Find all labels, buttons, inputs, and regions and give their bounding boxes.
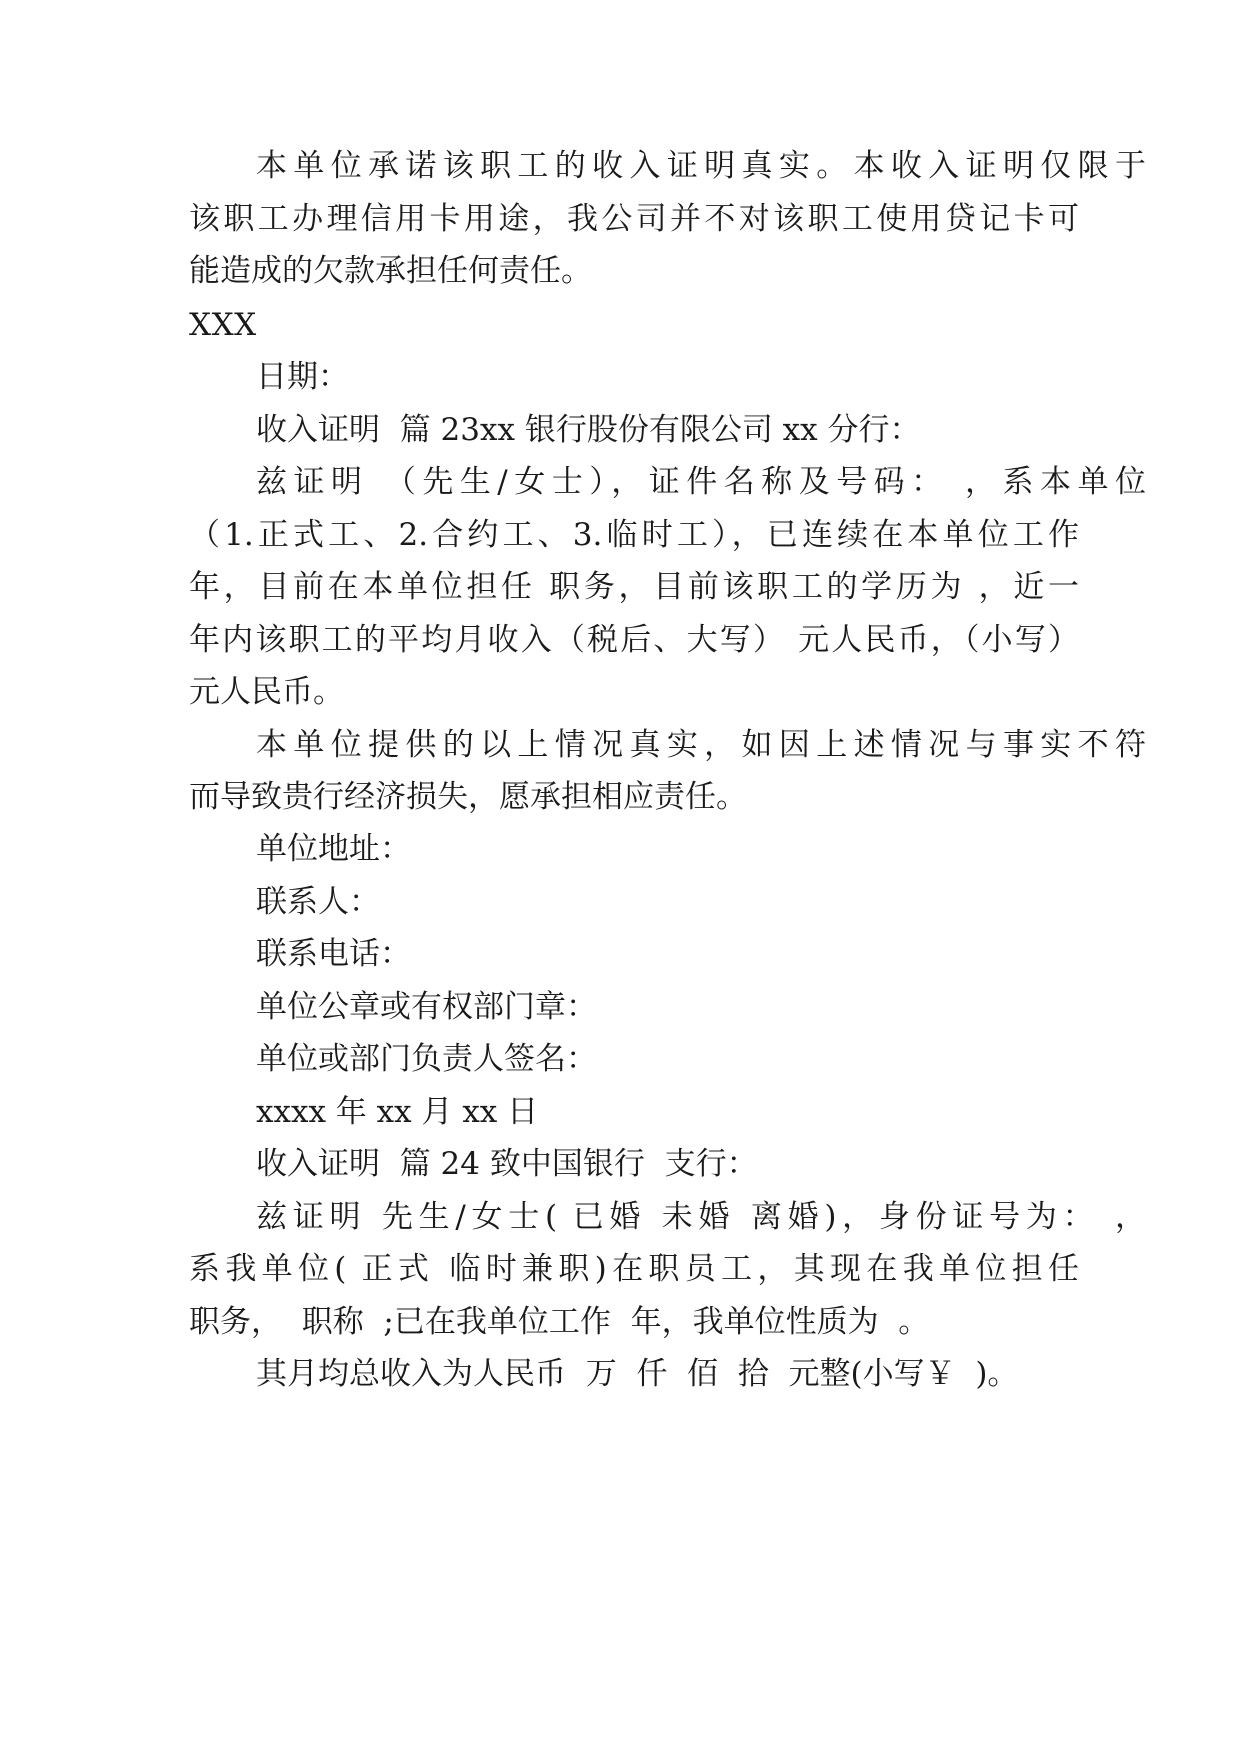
paragraph-line: 兹证明 （先生/女士），证件名称及号码： ，系本单位 — [256, 464, 1146, 500]
paragraph-line: 职务， 职称 ;已在我单位工作 年，我单位性质为 。 — [189, 1304, 930, 1340]
date-line: xxxx 年 xx 月 xx 日 — [256, 1094, 539, 1130]
paragraph-line: 其月均总收入为人民币 万 仟 佰 拾 元整(小写￥ )。 — [256, 1356, 1019, 1392]
signer-label: 单位或部门负责人签名： — [256, 1041, 597, 1077]
date-label: 日期： — [256, 359, 349, 395]
signature-placeholder: XXX — [189, 307, 257, 343]
address-label: 单位地址： — [256, 831, 411, 867]
paragraph-line: 本单位提供的以上情况真实，如因上述情况与事实不符 — [256, 727, 1146, 763]
paragraph-line: 本单位承诺该职工的收入证明真实。本收入证明仅限于 — [256, 148, 1146, 184]
paragraph-line: 该职工办理信用卡用途，我公司并不对该职工使用贷记卡可 — [189, 201, 1079, 237]
paragraph-line: 系我单位( 正式 临时兼职)在职员工，其现在我单位担任 — [189, 1251, 1079, 1287]
paragraph-line: 元人民币。 — [189, 674, 344, 710]
section-heading: 收入证明 篇 24 致中国银行 支行： — [256, 1146, 758, 1182]
paragraph-line: 兹证明 先生/女士( 已婚 未婚 离婚)，身份证号为： ， — [256, 1199, 1146, 1235]
paragraph-line: 而导致贵行经济损失，愿承担相应责任。 — [189, 779, 747, 815]
contact-label: 联系人： — [256, 884, 380, 920]
paragraph-line: 年内该职工的平均月收入（税后、大写） 元人民币，（小写） — [189, 622, 1079, 658]
paragraph-line: （1.正式工、2.合约工、3.临时工），已连续在本单位工作 — [189, 517, 1079, 553]
phone-label: 联系电话： — [256, 936, 411, 972]
section-heading: 收入证明 篇 23xx 银行股份有限公司 xx 分行： — [256, 412, 921, 448]
seal-label: 单位公章或有权部门章： — [256, 989, 597, 1025]
paragraph-line: 年，目前在本单位担任 职务，目前该职工的学历为 ，近一 — [189, 569, 1079, 605]
paragraph-line: 能造成的欠款承担任何责任。 — [189, 253, 592, 289]
